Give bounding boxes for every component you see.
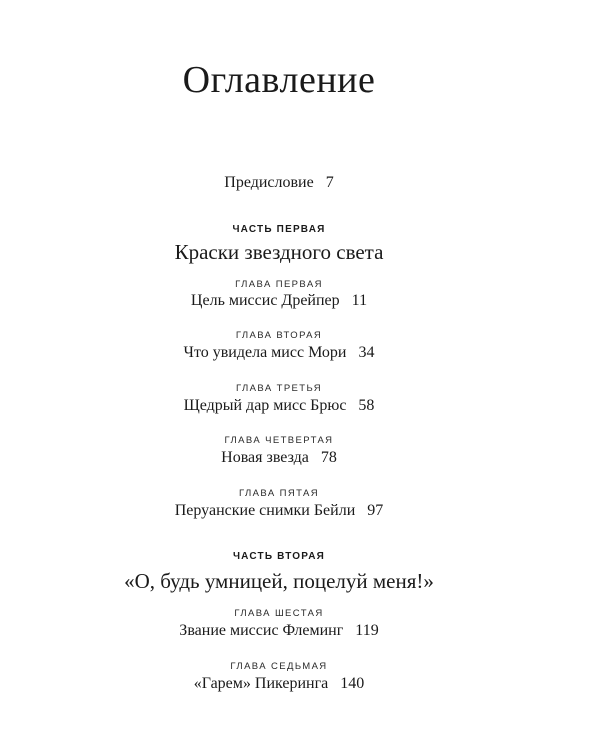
chapter-label: ГЛАВА СЕДЬМАЯ	[230, 661, 328, 672]
toc-entry-chapter[interactable]	[0, 292, 558, 310]
part-title: Краски звездного света	[174, 240, 384, 264]
chapter-label: ГЛАВА ТРЕТЬЯ	[236, 383, 322, 394]
toc-entry-chapter[interactable]	[0, 449, 558, 467]
page-number: 119	[355, 622, 379, 639]
page-number: 78	[320, 449, 337, 466]
page-title: Оглавление	[182, 59, 376, 101]
toc-entry-chapter[interactable]	[0, 344, 558, 362]
page-number: 97	[367, 502, 384, 519]
part-label: ЧАСТЬ ПЕРВАЯ	[232, 224, 326, 235]
entry-title: «Гарем» Пикеринга	[193, 675, 329, 692]
part-title: «О, будь умницей, поцелуй меня!»	[124, 569, 434, 593]
page-number: 11	[351, 292, 368, 309]
toc-entry-chapter[interactable]	[0, 622, 558, 640]
chapter-label: ГЛАВА ПЕРВАЯ	[235, 279, 323, 290]
entry-title: Перуанские снимки Бейли	[174, 502, 356, 519]
entry-title: Щедрый дар мисс Брюс	[183, 397, 347, 414]
page-number: 7	[325, 174, 334, 191]
page-number: 58	[358, 397, 375, 414]
chapter-label: ГЛАВА ВТОРАЯ	[235, 330, 323, 341]
entry-title: Что увидела мисс Мори	[183, 344, 347, 361]
toc-entry-preface[interactable]	[0, 174, 558, 192]
toc-entry-chapter[interactable]	[0, 502, 558, 520]
entry-title: Новая звезда	[221, 449, 309, 466]
chapter-label: ГЛАВА ШЕСТАЯ	[234, 608, 324, 619]
page-number: 140	[340, 675, 365, 692]
entry-title: Предисловие	[224, 174, 314, 191]
page-number: 34	[358, 344, 375, 361]
entry-title: Звание миссис Флеминг	[179, 622, 344, 639]
entry-title: Цель миссис Дрейпер	[190, 292, 340, 309]
chapter-label: ГЛАВА ПЯТАЯ	[239, 488, 319, 499]
toc-entry-chapter[interactable]	[0, 397, 558, 415]
chapter-label: ГЛАВА ЧЕТВЕРТАЯ	[224, 435, 334, 446]
part-label: ЧАСТЬ ВТОРАЯ	[232, 551, 326, 562]
toc-entry-chapter[interactable]	[0, 675, 558, 693]
